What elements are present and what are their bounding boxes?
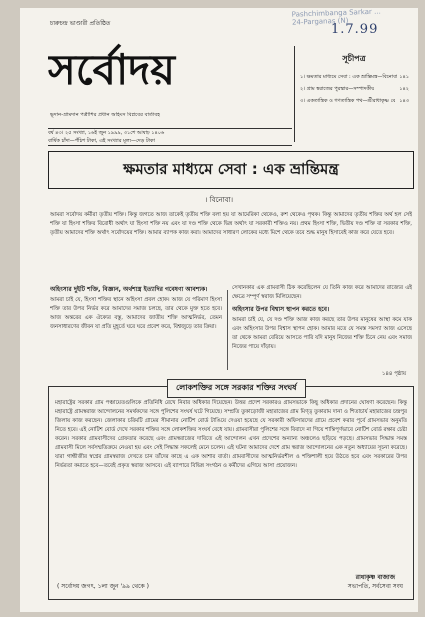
article1-intro: আমরা সর্বোদয় কর্মীরা তৃতীয় শক্তি। কিন্তু জগতে আজ তাকেই তৃতীয় শক্তি বলা হয় যা আমেরিকা থেকেও, রুশ থেকেও পৃথক। কিন্তু আমাদের তৃতীয় শক্তির অর্থ হল সেই শক্তি যা হিংসা শক্তির বিরোধী অর্থাৎ যা হিংসা শক্তি নয় এবং যা দণ্ড শক্তি থেকে ভিন্ন অর্থাৎ যা সরকারী শক্তিও নয়। প্রথম হিংসা শক্তি, দ্বিতীয় দণ্ড শক্তি বা সরকার শক্তি, তৃতীয় আমাদের শক্তি অর্থাৎ সর্বোদয়ের শক্তি। আমার ব্যাপক কাজ করা। আমাদের সাধারণ লোকের মধ্যে মিশে থেকে তবে শুদ্ধ মানুষ হিসাবেই কাজ করে যেতে হবে। <box>50 212 412 236</box>
top-credit: চারুচন্দ্র ভাণ্ডারী প্রতিষ্ঠিত <box>50 20 111 27</box>
right-column-lead: সেখানকার এক গ্রামবাসী ঠিক করেছিলেন যে তিনি কাজ করে আমাদের রাজ্যের এই ক্ষেত্রে সম্পূর্ণ স্বরাজ মিলিয়েছেন। <box>232 285 412 300</box>
continued-note: ১৪৪ পৃষ্ঠায় <box>381 371 406 377</box>
toc-item: ২। গ্রাম স্বরাজের পুরস্কার—সম্পাদকীয় ১৪২ <box>300 86 409 92</box>
table-of-contents <box>294 46 413 142</box>
masthead-title: সর্বোদয় <box>48 45 175 94</box>
issue-info <box>48 128 292 146</box>
right-column-heading: অহিংসার উপর বিশ্বাস স্থাপন করতে হবে। <box>232 306 330 313</box>
toc-item: ৩। একতান্ত্রিক ও গণতান্ত্রিক পথ—শ্রীরাধাকৃষ্ণ বে ১৪৩ <box>300 98 409 104</box>
headline: ক্ষমতার মাধ্যমে সেবা : এক ভ্রান্তিমন্ত্র <box>123 159 339 178</box>
right-column-text: আমরা চাই যে, যে দণ্ড শক্তি আজ কাজ করছে তার উপর মানুষের আস্থা কমে যাক এবং অহিংসার উপর বিশ্বাস স্থাপন হোক। আমার মতে যে সমস্ত সমস্যা আজ এসেছে তা থেকে আমরা বেরিয়ে আসতে পারি যদি মানুষ নিজের শক্তি চিনে নেয় এবং সমাজ নিজের পায়ে দাঁড়ায়। <box>232 317 412 350</box>
issue-line-1: বর্ষ ৪৩। ২৫ সংখ্যা, ১৬ই জুন ১৯৯৯, ৩১শে আষাঢ় ১৪০৬ <box>48 130 165 136</box>
source-note: ( সর্বোদয় জগৎ, ১লা জুন '৯৯ থেকে ) <box>57 583 150 590</box>
stamp-line-2: 24-Parganas (N) <box>291 16 349 27</box>
newspaper-page <box>20 8 418 612</box>
column-divider <box>227 290 228 370</box>
handwritten-date: 1.7.99 <box>331 22 379 37</box>
signatory-title: সভাপতি, সর্বসেবা সংঘ <box>347 583 403 590</box>
left-column-heading: অহিংসার দুইটি শক্তি, বিজ্ঞান, অর্থশাস্ত্র ইত্যাদির গবেষণা আবশ্যক। <box>50 286 208 293</box>
signatory-name: রাধাকৃষ্ণ বাজাজ <box>355 574 395 581</box>
article2-headline: লোকশক্তির সঙ্গে সরকার শক্তির সংঘর্ষ <box>167 379 306 398</box>
article2-box <box>48 383 414 600</box>
signature-block <box>348 573 403 591</box>
left-column-text: আমরা চাই যে, হিংসা শক্তির স্থানে অহিংসা প্রবল হোক। আজ যে পরিমাণ হিংসা শক্তি তার উপর নির্ভর করে আমাদের সমাজ চলছে, তার থেকে মুক্ত হতে হবে। আজ অন্তরের এক ঐক্যের বস্তু, আমাদের জাতীয় শক্তি আত্মনির্ভর, তেমন জনসাধারণের জীবন যা প্রতি মুহূর্তে ঘরে ঘরে প্রবেশ করে, বিশ্বজুড়ে তার ক্রিয়া। <box>50 297 222 330</box>
toc-item: ১। ক্ষমতার মাধ্যমে সেবা : এক ভ্রান্তিমন্ত্র—বিনোবা ১৪১ <box>300 74 409 80</box>
article-author: । বিনোবা। <box>204 196 234 204</box>
headline-banner <box>48 151 414 189</box>
stamp-line-1: Pashchimbanga Sarkar ... <box>291 7 381 19</box>
tagline: ভূদান-গ্রামদান পত্রীশির প্রধান অহিংস বিপ্লবের বার্তাবহ <box>50 112 161 118</box>
toc-title: সূচীপত্র <box>342 54 366 63</box>
article2-text: মহারাষ্ট্রের সরকার গ্রাম পঞ্চায়েতগুলিকে প্রতিনিধি রেখে নিবার অধিকার দিয়েছেন। উত্তর প্রদেশ সরকারও গ্রামসভাকে কিছু অধিকার প্রদানের ঘোষণা করেছেন। কিন্তু মহারাষ্ট্রে গ্রামস্বরাজ আন্দোলনের সমর্থকদের সঙ্গে পুলিশের সংঘর্ষ ঘটে গিয়েছে। সম্প্রতি তুকাড়োজী মহারাজের গ্রাম মিণ্ড্ তুকারাম দানা ও শিতাচার্য মহারাজের চন্দ্রপুর জিলায় কাজ করছেন। জেলাকার চরিমটি গ্রামের সীমানার নোটিশ বোর্ড টাঙিয়ে দেওয়া হয়েছে যে সরকারী অফিসারদের গ্রামে প্রবেশ করার পূর্বে গ্রামসভার অনুমতি নিতে হবে। এই নোটিশ বোর্ড দেখে সরকার শক্তির সঙ্গে লোকশক্তির সংঘর্ষ বেধে যায়। গ্রামবাসীরা পুলিশের সঙ্গে বিবাদে না গিয়ে শান্তিপূর্ণভাবে নোটিশ বোর্ড রক্ষার চেষ্টা করেন। সরকার গ্রামবাসীদের গ্রেফতার করেছে এবং গ্রামস্বরাজের দাবিতে এই আন্দোলন এখন প্রদেশের অন্যান্য অঞ্চলেও ছড়িয়ে পড়ছে। গ্রামসভার সিদ্ধান্ত সমস্ত গ্রামবাসী মিলে সর্বসম্মতিক্রমে নেওয়া হয় এবং সেই সিদ্ধান্ত সকলেই মেনে চলেন। এই ঘটনা আমাদের দেশে গ্রাম স্বরাজ আন্দোলনের এক নতুন অধ্যায়ের সূচনা করেছে। যারা গান্ধীজীর স্বপ্নের গ্রামস্বরাজ দেখতে চান তাঁদের কাছে এ এক আশার বার্তা। গ্রামবাসীদের আত্মনির্ভরশীল ও শক্তিশালী হয়ে উঠতে হবে এবং সরকারের উপর নির্ভরতা কমাতে হবে—তবেই প্রকৃত স্বরাজ আসবে। এই ব্যাপারে বিভিন্ন সংগঠন ও কর্মীদের এগিয়ে আসা প্রয়োজন। <box>55 400 407 469</box>
issue-line-2: বার্ষিক চাঁদা—পঁচিশ টাকা, এই সংখ্যার মূল্য—দেড় টাকা <box>48 138 155 144</box>
